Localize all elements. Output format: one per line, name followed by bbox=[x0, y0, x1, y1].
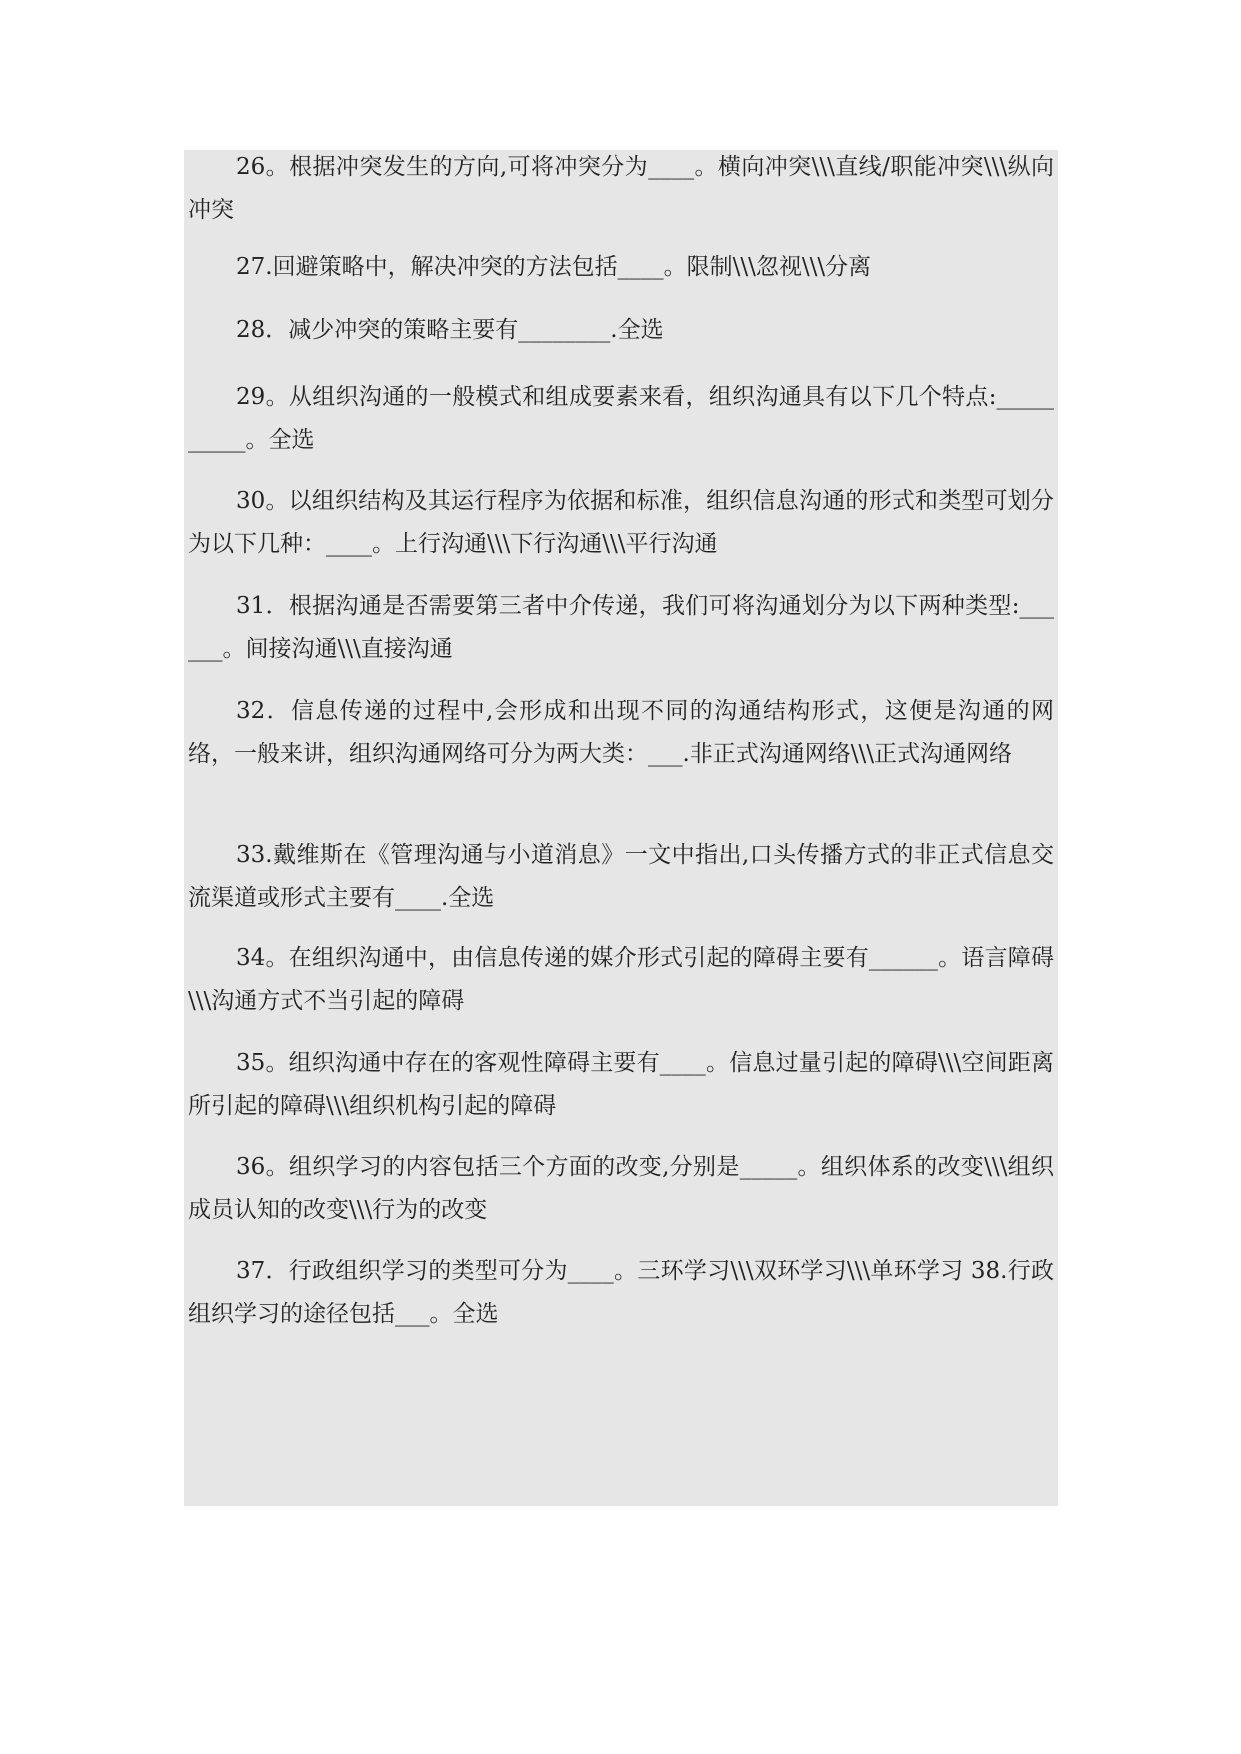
question-31: 31．根据沟通是否需要第三者中介传递，我们可将沟通划分为以下两种类型:______。间接沟通\\\直接沟通 bbox=[188, 593, 1054, 662]
question-35: 35。组织沟通中存在的客观性障碍主要有____。信息过量引起的障碍\\\空间距离所引起的障碍\\\组织机构引起的障碍 bbox=[188, 1050, 1054, 1119]
question-34: 34。在组织沟通中，由信息传递的媒介形式引起的障碍主要有______。语言障碍\\\沟通方式不当引起的障碍 bbox=[188, 945, 1054, 1014]
question-37-38: 37．行政组织学习的类型可分为____。三环学习\\\双环学习\\\单环学习 38.行政组织学习的途径包括___。全选 bbox=[188, 1258, 1054, 1327]
question-29: 29。从组织沟通的一般模式和组成要素来看，组织沟通具有以下几个特点:__________。全选 bbox=[188, 384, 1054, 453]
question-26: 26。根据冲突发生的方向,可将冲突分为____。横向冲突\\\直线/职能冲突\\\纵向冲突 bbox=[188, 154, 1054, 223]
question-28: 28．减少冲突的策略主要有________.全选 bbox=[236, 317, 664, 343]
question-36: 36。组织学习的内容包括三个方面的改变,分别是_____。组织体系的改变\\\组织成员认知的改变\\\行为的改变 bbox=[188, 1154, 1054, 1223]
document-page bbox=[184, 150, 1058, 1506]
question-27: 27.回避策略中，解决冲突的方法包括____。限制\\\忽视\\\分离 bbox=[236, 254, 872, 280]
question-30: 30。以组织结构及其运行程序为依据和标准，组织信息沟通的形式和类型可划分为以下几种：____。上行沟通\\\下行沟通\\\平行沟通 bbox=[188, 488, 1054, 557]
question-33: 33.戴维斯在《管理沟通与小道消息》一文中指出,口头传播方式的非正式信息交流渠道或形式主要有____.全选 bbox=[188, 842, 1054, 911]
question-32: 32．信息传递的过程中,会形成和出现不同的沟通结构形式，这便是沟通的网络，一般来讲，组织沟通网络可分为两大类：___.非正式沟通网络\\\正式沟通网络 bbox=[188, 698, 1054, 767]
